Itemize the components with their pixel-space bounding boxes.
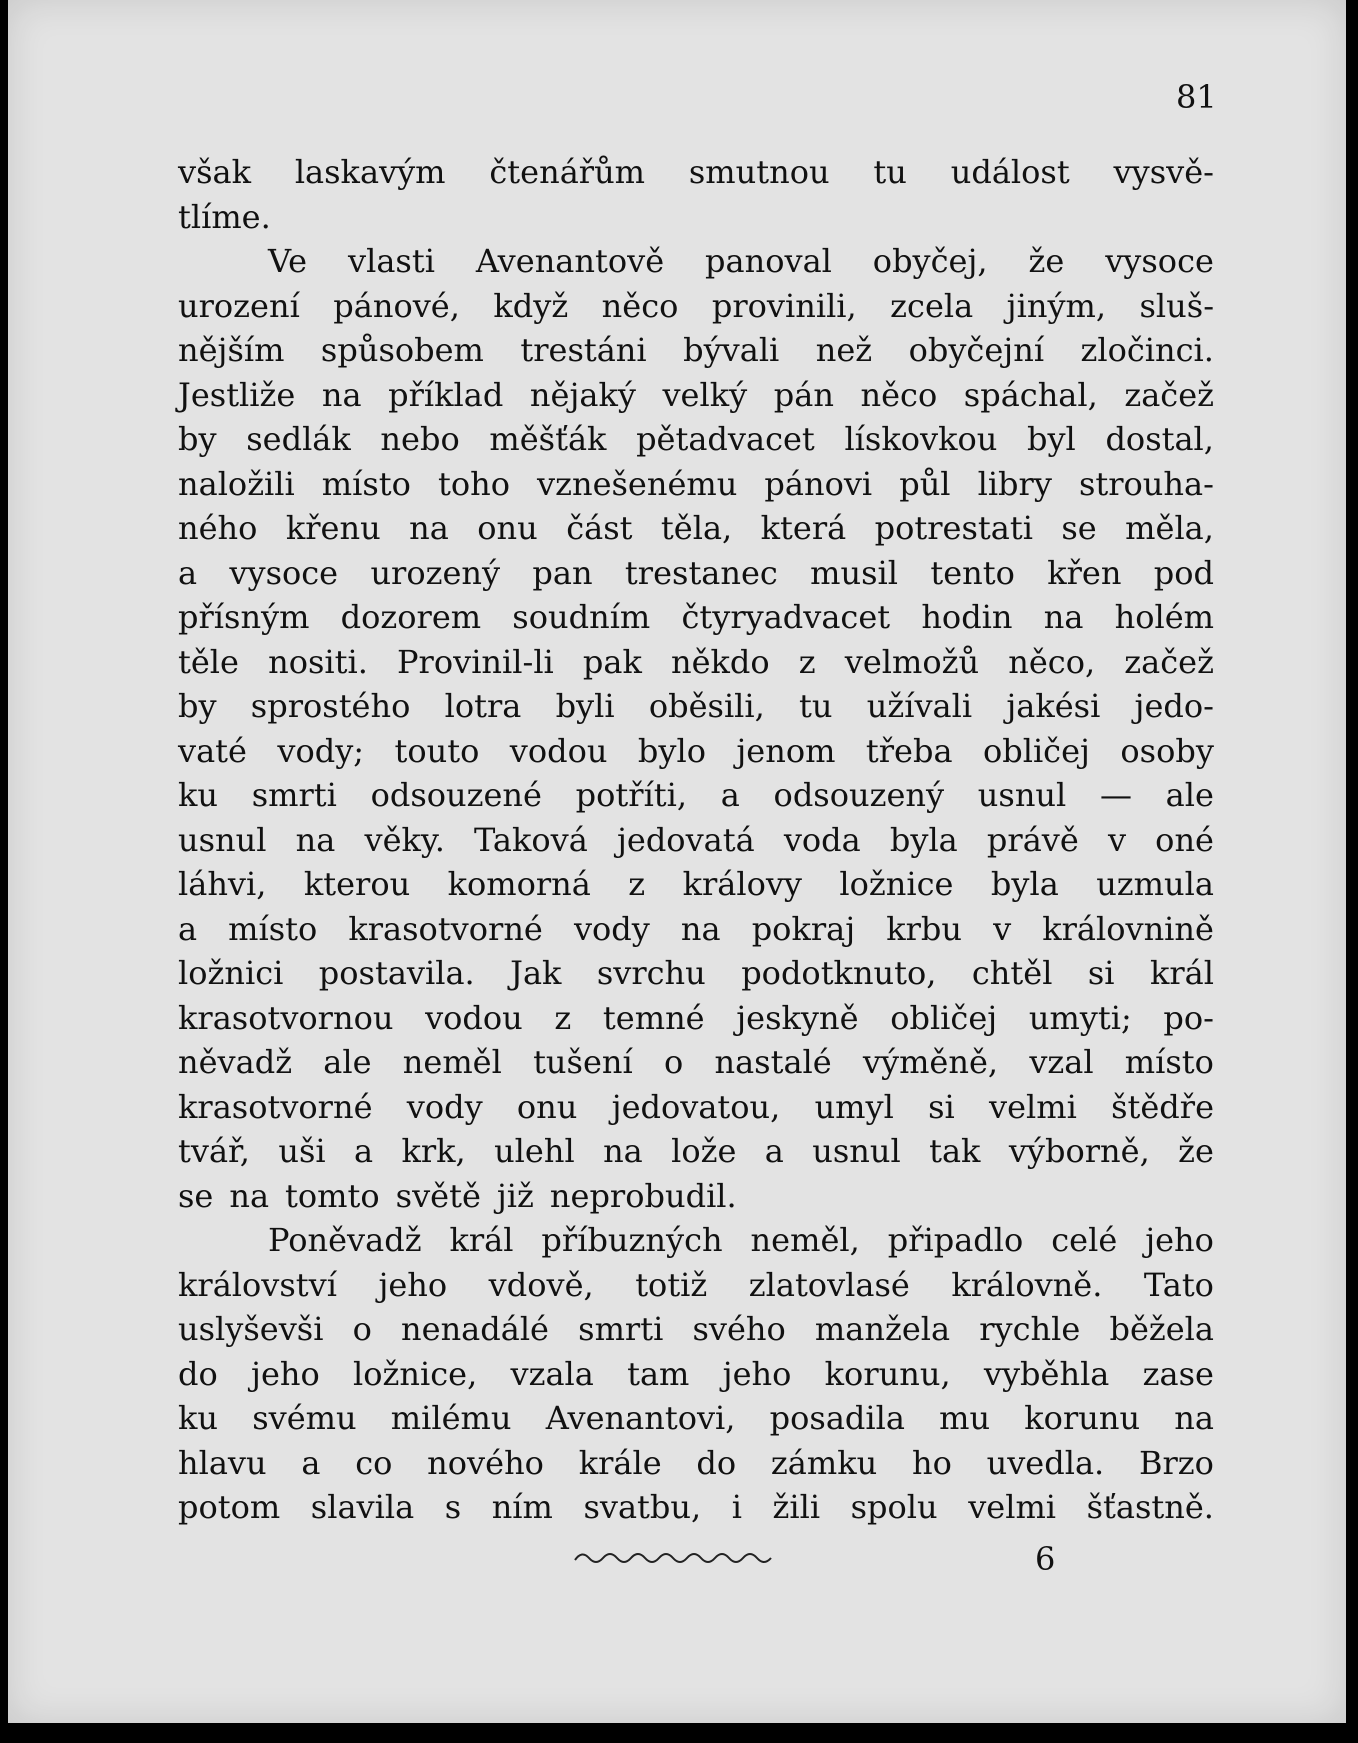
text-line: tlíme. — [178, 197, 271, 236]
text-line: nějším spůsobem trestáni bývali než obyčejní zločinci. — [178, 331, 1214, 369]
text-line: těle nositi. Provinil-li pak někdo z velmožů něco, začež — [178, 642, 1214, 681]
text-line: krasotvorné vody onu jedovatou, umyl si velmi štědře — [178, 1087, 1214, 1126]
wavy-ornament-icon — [573, 1548, 778, 1566]
text-line: naložili místo toho vznešenému pánovi půl libry strouha- — [178, 464, 1214, 503]
text-line: a místo krasotvorné vody na pokraj krbu v královnině — [178, 909, 1214, 948]
text-line: přísným dozorem soudním čtyryadvacet hodin na holém — [178, 598, 1214, 636]
text-line: však laskavým čtenářům smutnou tu událost vysvě- — [178, 153, 1214, 191]
text-line: ložnici postavila. Jak svrchu podotknuto, chtěl si král — [178, 954, 1214, 992]
text-line: ného křenu na onu část těla, která potrestati se měla, — [178, 509, 1214, 547]
text-line: Poněvadž král příbuzných neměl, připadlo celé jeho — [268, 1221, 1214, 1259]
text-line: Ve vlasti Avenantově panoval obyčej, že vysoce — [268, 242, 1214, 280]
text-line: tvář, uši a krk, ulehl na lože a usnul tak výborně, že — [178, 1132, 1214, 1170]
text-line: by sedlák nebo měšťák pětadvacet lískovkou byl dostal, — [178, 420, 1214, 458]
page-number: 81 — [1176, 78, 1217, 116]
text-line: do jeho ložnice, vzala tam jeho korunu, vyběhla zase — [178, 1354, 1214, 1393]
text-line: ku smrti odsouzené potříti, a odsouzený usnul — ale — [178, 776, 1214, 814]
signature-mark: 6 — [1035, 1540, 1056, 1578]
text-line: by sprostého lotra byli oběsili, tu užívali jakési jedo- — [178, 687, 1214, 725]
text-line: krasotvornou vodou z temné jeskyně obličej umyti; po- — [178, 998, 1214, 1037]
book-page — [8, 0, 1346, 1723]
text-line: hlavu a co nového krále do zámku ho uvedla. Brzo — [178, 1443, 1214, 1482]
body-text — [178, 150, 1214, 1530]
text-line: vaté vody; touto vodou bylo jenom třeba obličej osoby — [178, 731, 1214, 770]
page-footer — [573, 1540, 1073, 1580]
text-line: ku svému milému Avenantovi, posadila mu korunu na — [178, 1399, 1214, 1437]
text-line: potom slavila s ním svatbu, i žili spolu velmi šťastně. — [178, 1488, 1214, 1526]
text-line: uslyševši o nenadálé smrti svého manžela rychle běžela — [178, 1310, 1214, 1348]
text-line: urození pánové, když něco provinili, zcela jiným, sluš- — [178, 286, 1214, 325]
text-line: království jeho vdově, totiž zlatovlasé královně. Tato — [178, 1265, 1214, 1304]
text-line: usnul na věky. Taková jedovatá voda byla právě v oné — [178, 820, 1214, 859]
text-line: Jestliže na příklad nějaký velký pán něco spáchal, začež — [178, 375, 1214, 414]
text-line: něvadž ale neměl tušení o nastalé výměně, vzal místo — [178, 1043, 1214, 1081]
text-line: a vysoce urozený pan trestanec musil tento křen pod — [178, 553, 1214, 592]
text-line: se na tomto světě již neprobudil. — [178, 1176, 737, 1215]
text-line: láhvi, kterou komorná z královy ložnice byla uzmula — [178, 865, 1214, 903]
